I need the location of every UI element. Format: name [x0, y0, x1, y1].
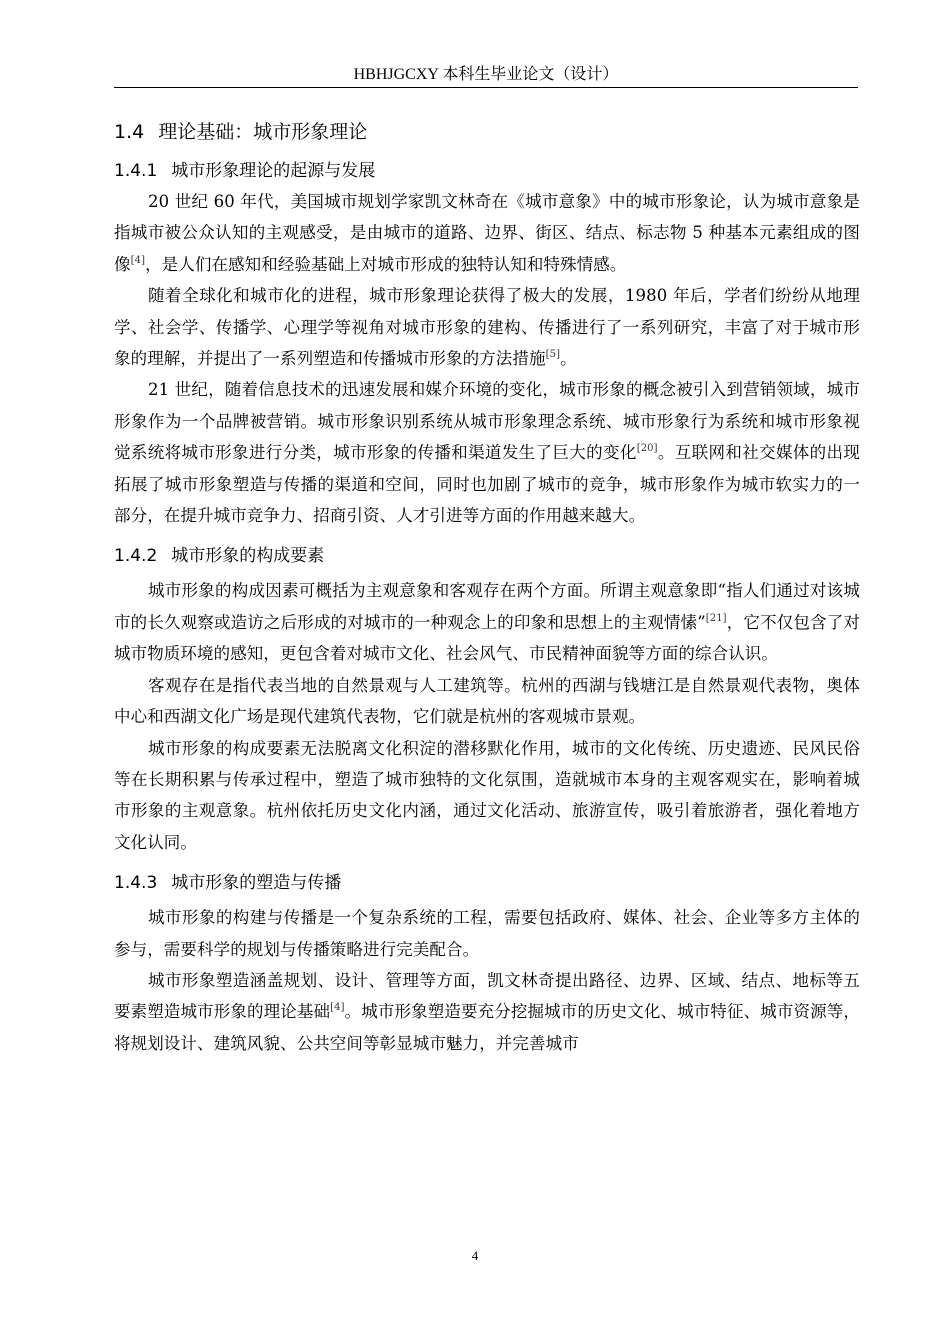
subsection-number: 1.4.2: [114, 546, 158, 567]
citation: [4]: [130, 254, 146, 266]
paragraph: [114, 186, 860, 280]
paragraph-text: 随着全球化和城市化的进程，城市形象理论获得了极大的发展，1980 年后，学者们纷纷从地理学、社会学、传播学、心理学等视角对城市形象的建构、传播进行了一系列研究，丰富了对于城市形象的理解，并提出了一系列塑造和传播城市形象的方法措施: [114, 286, 860, 369]
paragraph-text: ，是人们在感知和经验基础上对城市形成的独特认知和特殊情感。: [145, 254, 627, 274]
subsection-heading-1-4-2: [114, 541, 860, 571]
paragraph-text: 城市形象塑造涵盖规划、设计、管理等方面，凯文林奇提出路径、边界、区域、结点、地标等五要素塑造城市形象的理论基础: [114, 970, 860, 1022]
paragraph: [114, 374, 860, 531]
paragraph: 城市形象的构建与传播是一个复杂系统的工程，需要包括政府、媒体、社会、企业等多方主体的参与，需要科学的规划与传播策略进行完美配合。: [114, 908, 860, 959]
page-number: 4: [471, 1248, 479, 1263]
subsection-heading-1-4-1: [114, 156, 860, 186]
subsection-heading-1-4-3: [114, 868, 860, 898]
subsection-number: 1.4.1: [114, 161, 158, 181]
paragraph-text: ，它不仅包含了对城市物质环境的感知，更包含着对城市文化、社会风气、市民精神面貌等方面的综合认识。: [114, 612, 860, 664]
paragraph-text: 。城市形象塑造要充分挖掘城市的历史文化、城市特征、城市资源等，将规划设计、建筑风貌、公共空间等彰显城市魅力，并完善城市: [114, 1002, 860, 1053]
subsection-number: 1.4.3: [114, 873, 158, 894]
citation: [4]: [330, 1002, 345, 1014]
paragraph-text: 城市形象的构成因素可概括为主观意象和客观存在两个方面。所谓主观意象即“指人们通过对该城市的长久观察或造访之后形成的对城市的一种观念上的印象和思想上的主观情愫”: [114, 581, 860, 632]
paragraph-text: 。: [560, 349, 577, 369]
running-header: [114, 64, 858, 88]
subsection-title: 城市形象的构成要素: [171, 546, 325, 567]
section-number: 1.4: [114, 121, 145, 143]
paragraph: [114, 575, 860, 669]
paragraph: [114, 280, 860, 374]
citation: [21]: [705, 612, 727, 624]
subsection-title: 城市形象的塑造与传播: [171, 873, 342, 894]
citation: [5]: [545, 349, 561, 361]
section-title: 理论基础：城市形象理论: [158, 121, 368, 143]
citation: [20]: [636, 443, 658, 455]
paragraph-text: 20 世纪 60 年代，美国城市规划学家凯文林奇在《城市意象》中的城市形象论，认为城市意象是指城市被公众认知的主观感受，是由城市的道路、边界、街区、结点、标志物 5 种基本元素组成的图像: [114, 192, 860, 274]
subsection-title: 城市形象理论的起源与发展: [171, 161, 376, 181]
header-title: HBHJGCXY 本科生毕业论文（设计）: [353, 66, 619, 83]
page-body: [114, 112, 860, 1059]
section-heading: [114, 112, 860, 152]
paragraph-text: 。互联网和社交媒体的出现拓展了城市形象塑造与传播的渠道和空间，同时也加剧了城市的竞争，城市形象作为城市软实力的一部分，在提升城市竞争力、招商引资、人才引进等方面的作用越来越大。: [114, 443, 860, 526]
paragraph: [114, 965, 860, 1059]
paragraph: 城市形象的构成要素无法脱离文化积淀的潜移默化作用，城市的文化传统、历史遗迹、民风民俗等在长期积累与传承过程中，塑造了城市独特的文化氛围，造就城市本身的主观客观实在，影响着城市形象的主观意象。杭州依托历史文化内涵，通过文化活动、旅游宣传，吸引着旅游者，强化着地方文化认同。: [114, 738, 860, 852]
paragraph-text: 21 世纪，随着信息技术的迅速发展和媒介环境的变化，城市形象的概念被引入到营销领域，城市形象作为一个品牌被营销。城市形象识别系统从城市形象理念系统、城市形象行为系统和城市形象视觉系统将城市形象进行分类，城市形象的传播和渠道发生了巨大的变化: [114, 380, 860, 463]
paragraph: 客观存在是指代表当地的自然景观与人工建筑等。杭州的西湖与钱塘江是自然景观代表物，奥体中心和西湖文化广场是现代建筑代表物，它们就是杭州的客观城市景观。: [114, 675, 860, 727]
page-footer: [0, 1248, 950, 1264]
